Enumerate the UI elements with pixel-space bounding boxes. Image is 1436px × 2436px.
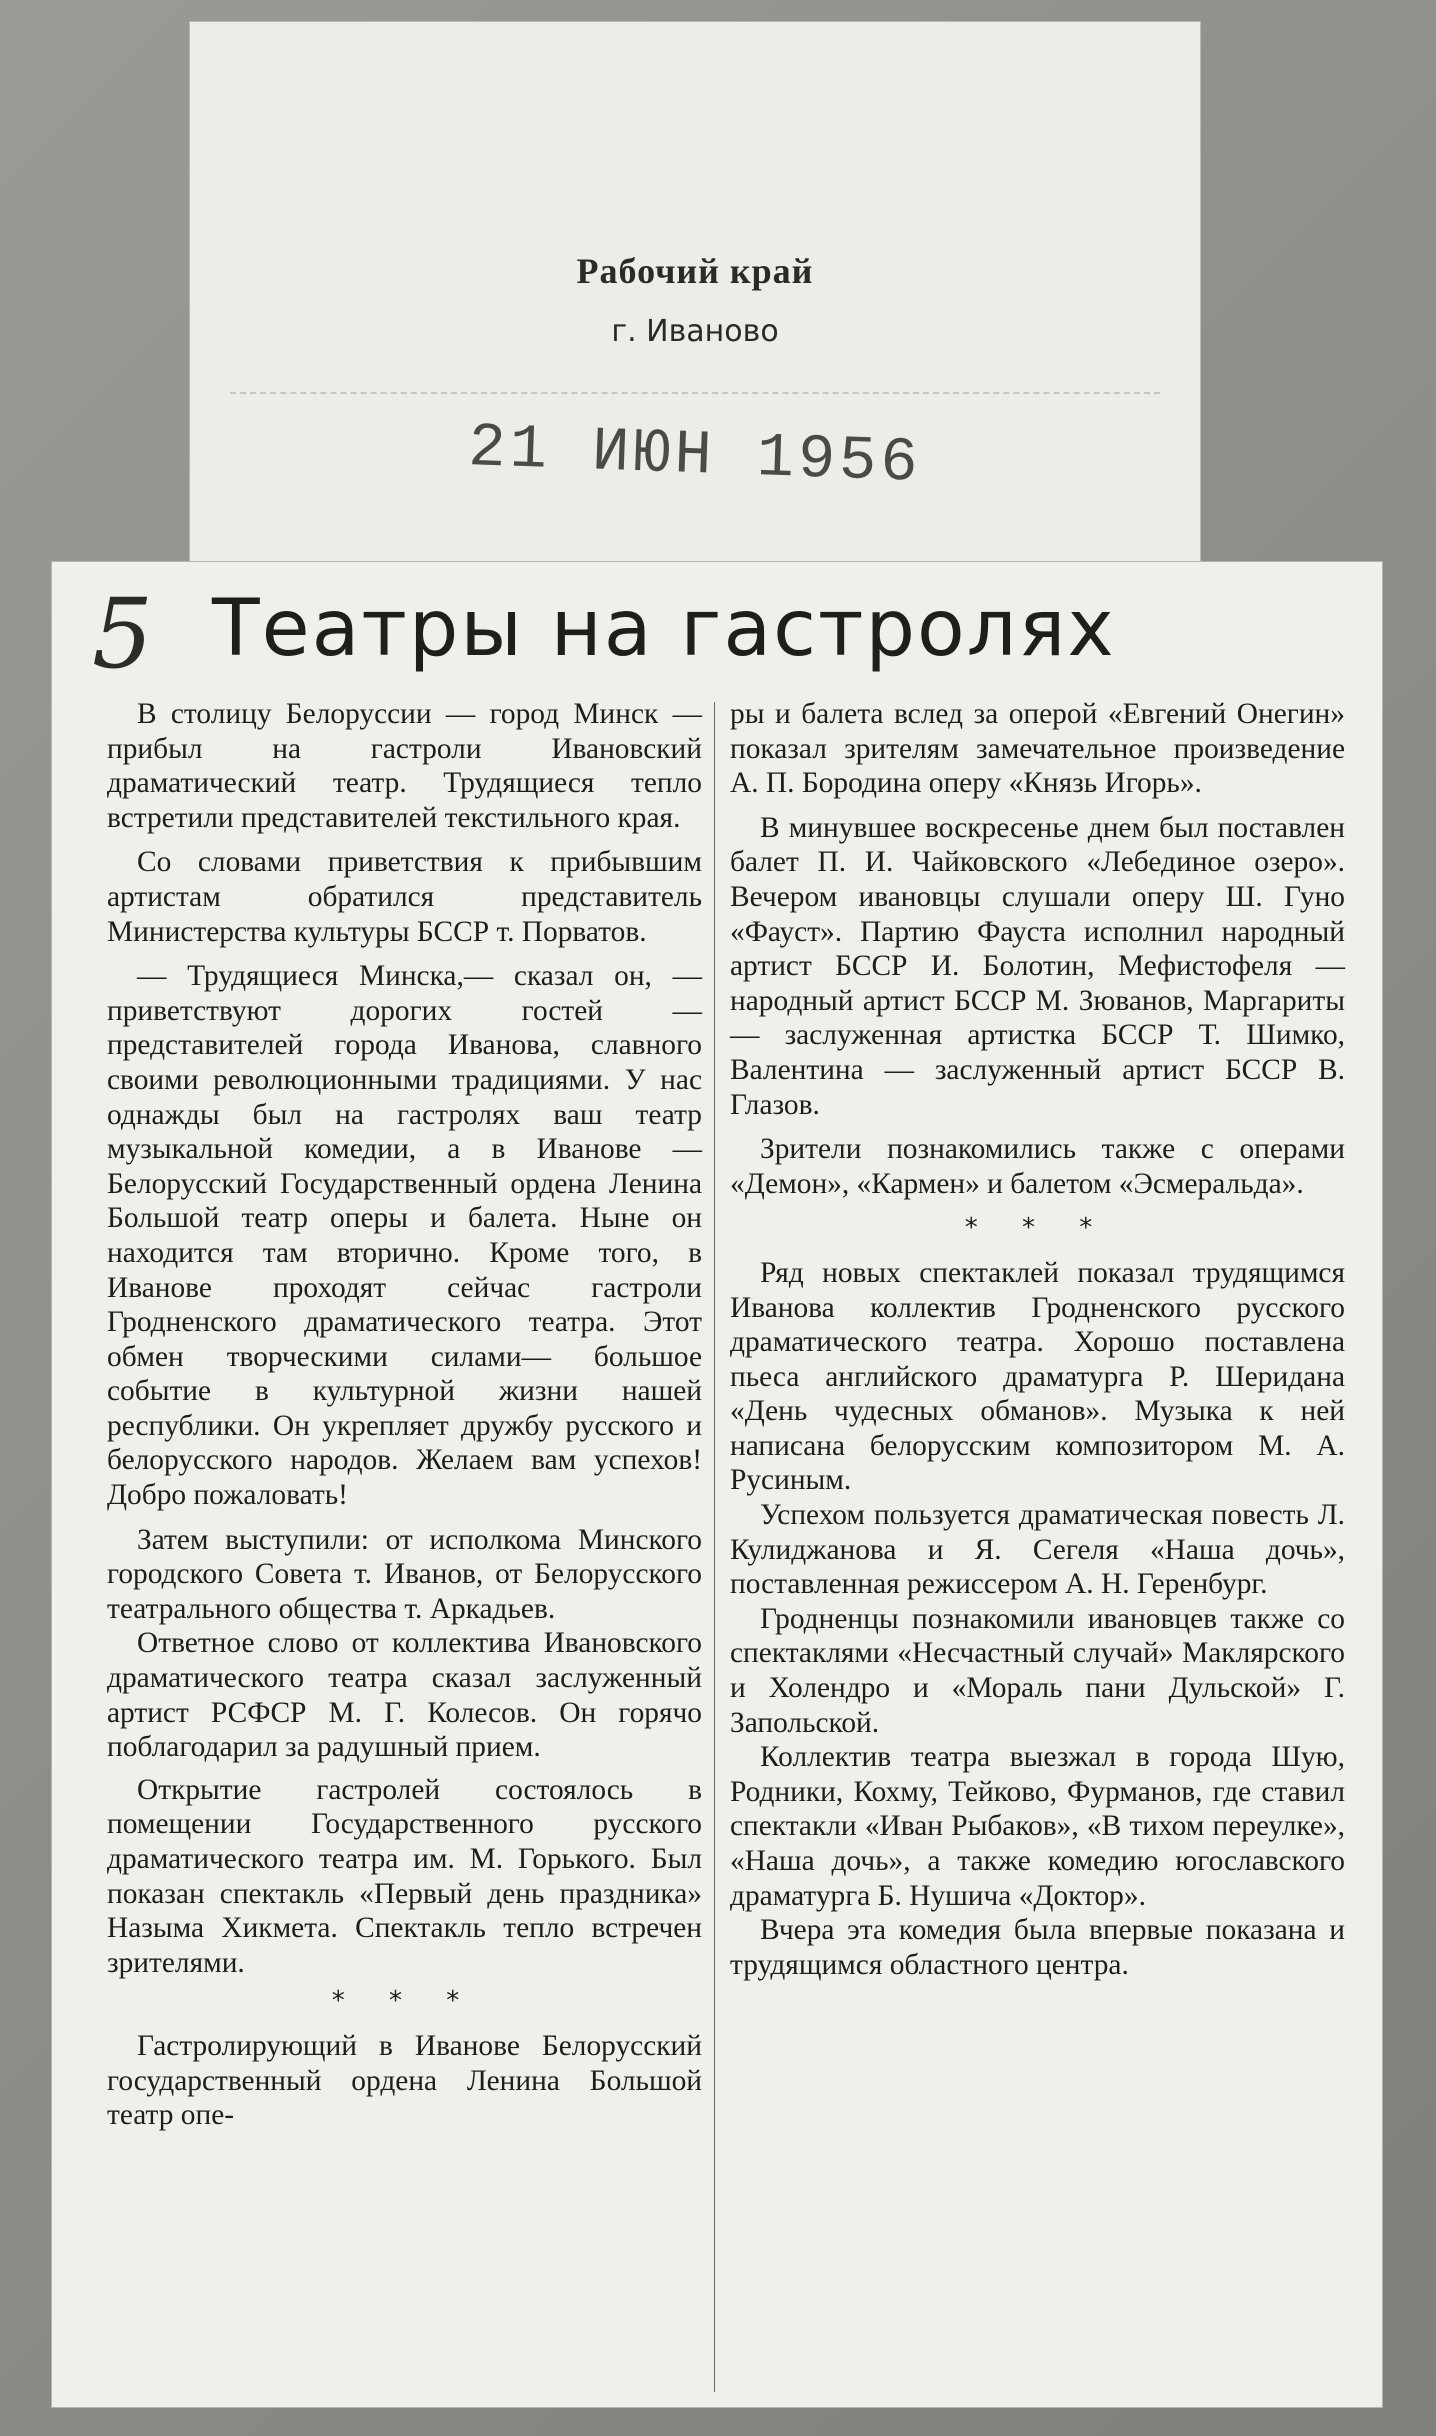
article-clipping — [52, 562, 1382, 2407]
paragraph: Зрители познакомились также с операми «Демон», «Кармен» и балетом «Эсмеральда». — [730, 1133, 1345, 1200]
newspaper-name: Рабочий край — [576, 251, 814, 291]
paragraph: Ответное слово от коллектива Ивановского драматического театра сказал заслуженный артист РСФСР М. Г. Колесов. Он горячо поблагодарил за радушный прием. — [107, 1627, 702, 1764]
paragraph: Ряд новых спектаклей показал трудящимся Иванова коллектив Гродненского русского драматического театра. Хорошо поставлена пьеса английского драматурга Р. Шеридана «День чудесных обманов». Музыка к ней написана белорусским композитором М. А. Русиным. — [730, 1256, 1345, 1497]
article-headline: Театры на гастролях — [212, 584, 1116, 674]
newspaper-city: г. Иваново — [611, 314, 779, 349]
paragraph: — Трудящиеся Минска,— сказал он, — приветствуют дорогих гостей — представителей города Иванова, славного своими революционными традициями. У нас однажды был на гастролях ваш театр музыкальной комедии, а в Иванове — Белорусский Государственный ордена Ленина Большой театр оперы и балета. Ныне он находится там вторично. Кроме того, в Иванове проходят сейчас гастроли Гродненского драматического театра. Этот обмен творческими силами— большое событие в культурной жизни нашей республики. Он укрепляет дружбу русского и белорусского народов. Желаем вам успехов! Добро пожаловать! — [107, 960, 702, 1512]
date-stamp: 21 ИЮН 1956 — [467, 412, 923, 499]
paragraph: Коллектив театра выезжал в города Шую, Родники, Кохму, Тейково, Фурманов, где ставил спектакли «Иван Рыбаков», «В тихом переулке», «Наша дочь», а также комедию югославского драматурга Б. Нушича «Доктор». — [730, 1741, 1345, 1912]
article-header — [52, 562, 1382, 690]
paragraph: В минувшее воскресенье днем был поставлен балет П. И. Чайковского «Лебединое озеро». Вечером ивановцы слушали оперу Ш. Гуно «Фауст». Партию Фауста исполнил народный артист БССР И. Болотин, Мефистофеля — народный артист БССР М. Зюванов, Маргариты — заслуженная артистка БССР Т. Шимко, Валентина — заслуженный артист БССР В. Глазов. — [730, 811, 1345, 1121]
right-column — [730, 697, 1345, 1982]
paragraph: Успехом пользуется драматическая повесть Л. Кулиджанова и Я. Сегеля «Наша дочь», поставленная режиссером А. Н. Геренбург. — [730, 1499, 1345, 1601]
paragraph: Открытие гастролей состоялось в помещении Государственного русского драматического театра им. М. Горького. Был показан спектакль «Первый день праздника» Назыма Хикмета. Спектакль тепло встречен зрителями. — [107, 1773, 702, 1979]
section-separator: * * * — [331, 1986, 478, 2017]
paragraph: Гродненцы познакомили ивановцев также со спектаклями «Несчастный случай» Маклярского и Холендро и «Мораль пани Дульской» Г. Запольской. — [730, 1602, 1345, 1739]
left-column — [107, 697, 702, 2133]
paragraph: В столицу Белоруссии — город Минск — прибыл на гастроли Ивановский драматический театр. Трудящиеся тепло встретили представителей текстильного края. — [107, 698, 702, 834]
paragraph: ры и балета вслед за оперой «Евгений Онегин» показал зрителям замечательное произведение А. П. Бородина оперу «Князь Игорь». — [730, 698, 1345, 800]
masthead-rule — [230, 392, 1160, 394]
section-separator: * * * — [964, 1213, 1111, 1244]
column-divider — [714, 702, 715, 2392]
paragraph: Вчера эта комедия была впервые показана и трудящимся областного центра. — [730, 1914, 1345, 1981]
masthead-clipping — [190, 22, 1200, 570]
paragraph: Гастролирующий в Иванове Белорусский государственный ордена Ленина Большой театр опе- — [107, 2029, 702, 2132]
paragraph: Со словами приветствия к прибывшим артистам обратился представитель Министерства культуры БССР т. Порватов. — [107, 846, 702, 948]
handwritten-page-mark: 5 — [92, 578, 154, 690]
paragraph: Затем выступили: от исполкома Минского городского Совета т. Иванов, от Белорусского театрального общества т. Аркадьев. — [107, 1523, 702, 1625]
